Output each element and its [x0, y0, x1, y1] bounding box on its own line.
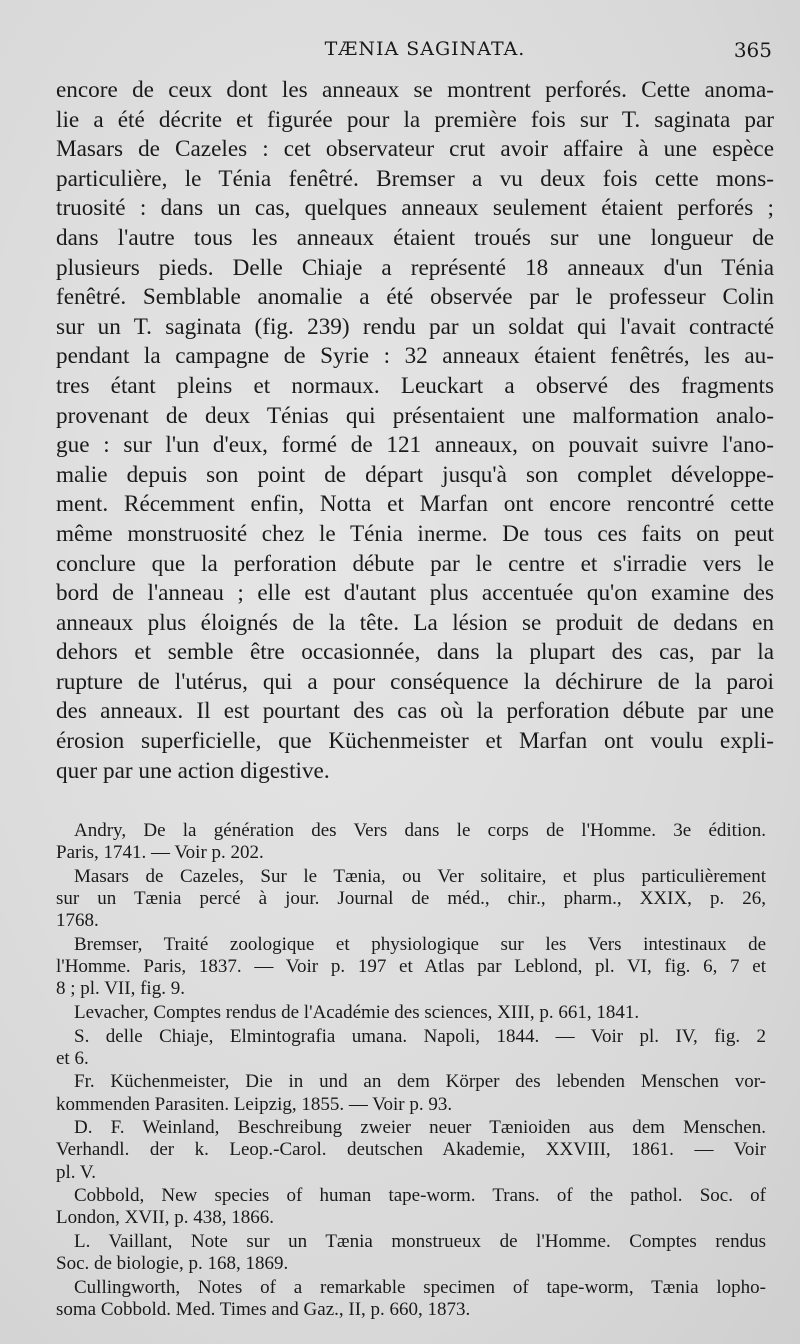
paragraph-line: conclure que la perforation débute par le centre et s'irradie vers le: [56, 550, 774, 577]
reference-line: Cullingworth, Notes of a remarkable specimen of tape-worm, Tænia lopho-: [74, 1276, 766, 1298]
reference-entry: [56, 1026, 766, 1070]
reference-line: London, XVII, p. 438, 1866.: [56, 1207, 274, 1229]
reference-line: Cobbold, New species of human tape-worm. Trans. of the pathol. Soc. of: [74, 1185, 766, 1207]
reference-entry: [56, 820, 766, 864]
reference-line: kommenden Parasiten. Leipzig, 1855. — Voir p. 93.: [56, 1093, 453, 1115]
reference-line: Bremser, Traité zoologique et physiologique sur les Vers intestinaux de: [74, 934, 766, 956]
reference-line: Paris, 1741. — Voir p. 202.: [56, 842, 264, 864]
reference-line: et 6.: [56, 1047, 89, 1069]
paragraph-line: sur un T. saginata (fig. 239) rendu par un soldat qui l'avait contracté: [56, 313, 774, 340]
paragraph-line: lie a été décrite et figurée pour la première fois sur T. saginata par: [56, 106, 774, 133]
reference-entry: [56, 1117, 766, 1184]
paragraph-line: plusieurs pieds. Delle Chiaje a représenté 18 anneaux d'un Ténia: [56, 254, 774, 281]
paragraph-line: tres étant pleins et normaux. Leuckart a observé des fragments: [56, 372, 774, 399]
paragraph-line: provenant de deux Ténias qui présentaient une malformation analo-: [56, 402, 774, 429]
reference-line: D. F. Weinland, Beschreibung zweier neuer Tænioiden aus dem Menschen.: [74, 1117, 766, 1139]
paragraph-line: érosion superficielle, que Küchenmeister et Marfan ont voulu expli-: [56, 728, 774, 755]
paragraph-line: rupture de l'utérus, qui a pour conséquence la déchirure de la paroi: [56, 668, 774, 695]
reference-line: Levacher, Comptes rendus de l'Académie des sciences, XIII, p. 661, 1841.: [74, 1002, 640, 1024]
paragraph-line: des anneaux. Il est pourtant des cas où la perforation débute par une: [56, 698, 774, 725]
reference-line: sur un Tænia percé à jour. Journal de méd., chir., pharm., XXIX, p. 26,: [56, 888, 766, 910]
reference-line: l'Homme. Paris, 1837. — Voir p. 197 et Atlas par Leblond, pl. VI, fig. 6, 7 et: [56, 956, 766, 978]
page-number: 365: [733, 38, 772, 62]
paragraph-line: dans l'autre tous les anneaux étaient troués sur une longueur de: [56, 224, 774, 251]
paragraph-line: Masars de Cazeles : cet observateur crut avoir affaire à une espèce: [56, 136, 774, 163]
reference-line: 1768.: [56, 910, 99, 932]
reference-line: 8 ; pl. VII, fig. 9.: [56, 978, 185, 1000]
paragraph-line: encore de ceux dont les anneaux se montrent perforés. Cette anoma-: [56, 77, 774, 103]
running-head: [56, 36, 774, 76]
reference-entry: [56, 1231, 766, 1275]
reference-line: Verhandl. der k. Leop.-Carol. deutschen Akademie, XXVIII, 1861. — Voir: [56, 1139, 766, 1161]
paragraph-line: dehors et semble être occasionnée, dans la plupart des cas, par la: [56, 639, 774, 666]
paragraph-line: anneaux plus éloignés de la tête. La lésion se produit de dedans en: [56, 609, 774, 636]
paragraph-line: même monstruosité chez le Ténia inerme. De tous ces faits on peut: [56, 520, 774, 547]
reference-line: Soc. de biologie, p. 168, 1869.: [56, 1253, 289, 1275]
paragraph-line: fenêtré. Semblable anomalie a été observée par le professeur Colin: [56, 284, 774, 311]
reference-entry: [56, 1185, 766, 1229]
reference-entry: [56, 1277, 766, 1321]
paragraph-line: gue : sur l'un d'eux, formé de 121 anneaux, on pouvait suivre l'ano-: [56, 432, 774, 459]
reference-entry: [56, 866, 766, 933]
paragraph-line: pendant la campagne de Syrie : 32 anneaux étaient fenêtrés, les au-: [56, 343, 774, 370]
paragraph-line: particulière, le Ténia fenêtré. Bremser a vu deux fois cette mons-: [56, 165, 774, 192]
reference-line: Andry, De la génération des Vers dans le corps de l'Homme. 3e édition.: [74, 820, 766, 842]
paragraph-line: ment. Récemment enfin, Notta et Marfan ont encore rencontré cette: [56, 491, 774, 518]
reference-line: pl. V.: [56, 1161, 96, 1183]
running-title: TÆNIA SAGINATA.: [324, 38, 526, 60]
reference-entry: [56, 1002, 766, 1024]
paragraph-line: malie depuis son point de départ jusqu'à son complet développe-: [56, 461, 774, 488]
bibliography: [56, 820, 774, 1321]
paragraph-line: bord de l'anneau ; elle est d'autant plus accentuée qu'on examine des: [56, 580, 774, 607]
reference-entry: [56, 1071, 766, 1115]
paragraph-line: quer par une action digestive.: [56, 757, 330, 784]
reference-line: L. Vaillant, Note sur un Tænia monstrueux de l'Homme. Comptes rendus: [74, 1231, 766, 1253]
reference-line: S. delle Chiaje, Elmintografia umana. Napoli, 1844. — Voir pl. IV, fig. 2: [74, 1025, 766, 1047]
body-paragraph: [56, 76, 774, 786]
paragraph-line: truosité : dans un cas, quelques anneaux seulement étaient perforés ;: [56, 195, 774, 222]
reference-line: Fr. Küchenmeister, Die in und an dem Körper des lebenden Menschen vor-: [74, 1071, 766, 1093]
reference-line: soma Cobbold. Med. Times and Gaz., II, p. 660, 1873.: [56, 1299, 471, 1321]
reference-entry: [56, 934, 766, 1001]
reference-line: Masars de Cazeles, Sur le Tænia, ou Ver solitaire, et plus particulièrement: [74, 866, 766, 888]
